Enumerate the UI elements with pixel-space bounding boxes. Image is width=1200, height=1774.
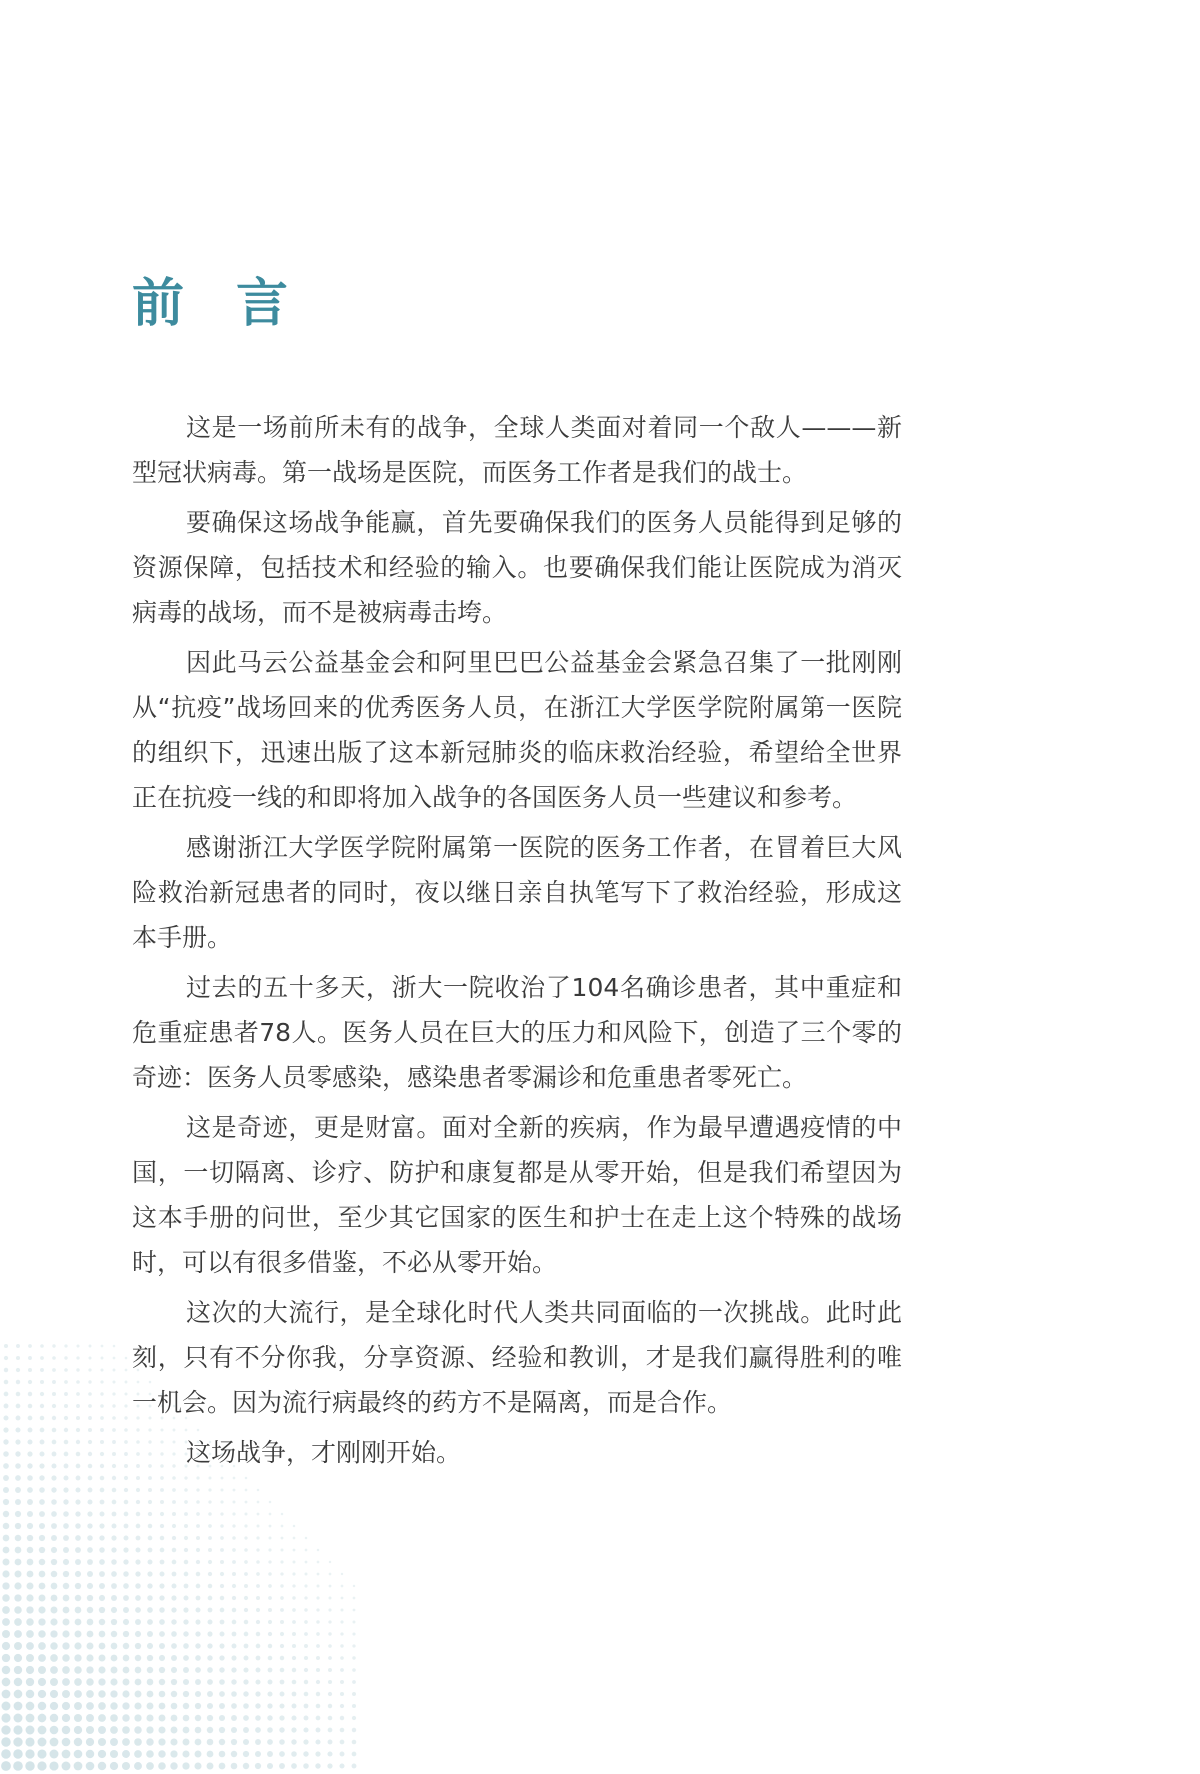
paragraph: 这是奇迹，更是财富。面对全新的疾病，作为最早遭遇疫情的中国，一切隔离、诊疗、防护和康复都是从零开始，但是我们希望因为这本手册的问世，至少其它国家的医生和护士在走上这个特殊的战场时，可以有很多借鉴，不必从零开始。 (132, 1113, 902, 1277)
paragraph: 这次的大流行，是全球化时代人类共同面临的一次挑战。此时此刻，只有不分你我，分享资源、经验和教训，才是我们赢得胜利的唯一机会。因为流行病最终的药方不是隔离，而是合作。 (132, 1298, 902, 1417)
paragraph: 这是一场前所未有的战争，全球人类面对着同一个敌人———新型冠状病毒。第一战场是医院，而医务工作者是我们的战士。 (132, 413, 902, 487)
paragraph: 感谢浙江大学医学院附属第一医院的医务工作者，在冒着巨大风险救治新冠患者的同时，夜以继日亲自执笔写下了救治经验，形成这本手册。 (132, 833, 902, 952)
page-title-char-2: 言 (236, 274, 289, 334)
page-title (132, 274, 289, 334)
paragraph: 因此马云公益基金会和阿里巴巴公益基金会紧急召集了一批刚刚从“抗疫”战场回来的优秀医务人员，在浙江大学医学院附属第一医院的组织下，迅速出版了这本新冠肺炎的临床救治经验，希望给全世界正在抗疫一线的和即将加入战争的各国医务人员一些建议和参考。 (132, 648, 902, 812)
paragraph: 过去的五十多天，浙大一院收治了104名确诊患者，其中重症和危重症患者78人。医务人员在巨大的压力和风险下，创造了三个零的奇迹：医务人员零感染，感染患者零漏诊和危重患者零死亡。 (132, 973, 902, 1092)
paragraph: 要确保这场战争能赢，首先要确保我们的医务人员能得到足够的资源保障，包括技术和经验的输入。也要确保我们能让医院成为消灭病毒的战场，而不是被病毒击垮。 (132, 508, 902, 627)
paragraph: 这场战争，才刚刚开始。 (186, 1438, 462, 1467)
preface-body (132, 405, 902, 1480)
page-title-char-1: 前 (132, 274, 185, 334)
